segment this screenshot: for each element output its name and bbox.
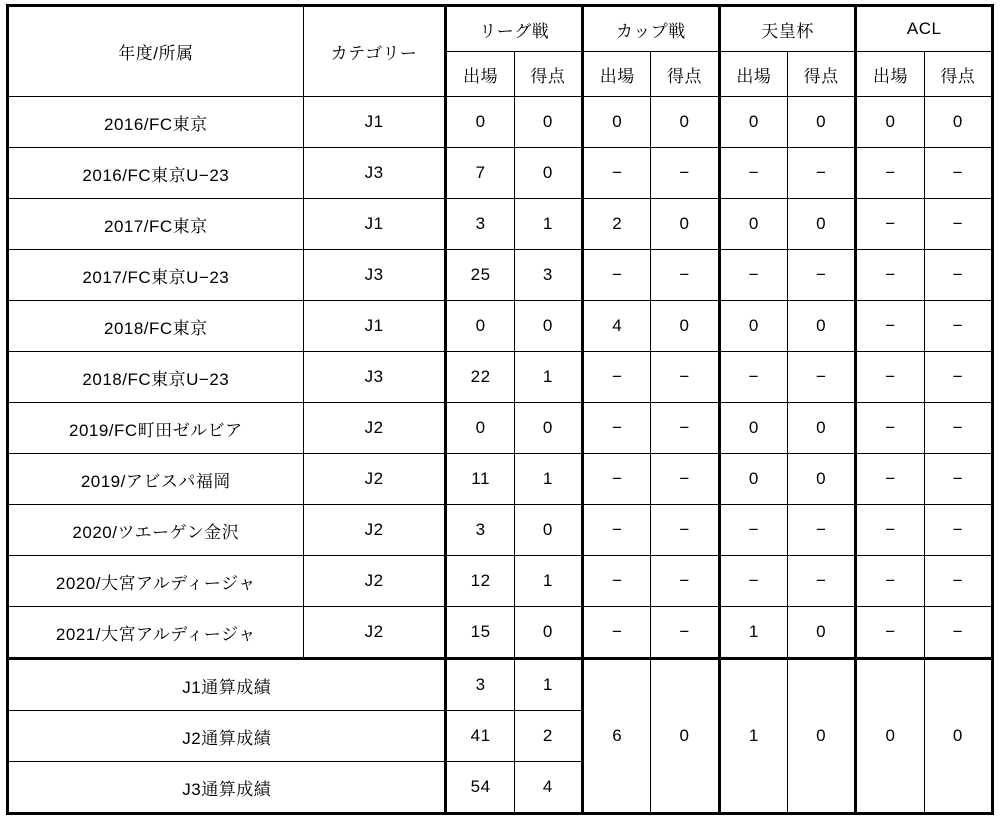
cell-category: J2 (303, 556, 446, 607)
cell-year-team: 2021/大宮アルディージャ (8, 607, 304, 659)
cell-acl-apps: − (856, 505, 924, 556)
cell-acl-goals: − (924, 403, 992, 454)
header-cup-goals: 得点 (651, 52, 719, 97)
cell-acl-apps: − (856, 556, 924, 607)
cell-category: J3 (303, 250, 446, 301)
cell-league-apps: 12 (446, 556, 514, 607)
cell-category: J2 (303, 403, 446, 454)
cell-year-team: 2017/FC東京 (8, 199, 304, 250)
table-row (8, 454, 993, 505)
cell-emperor-goals: − (788, 505, 856, 556)
cell-year-team: 2018/FC東京 (8, 301, 304, 352)
cell-emperor-goals: 0 (788, 97, 856, 148)
cell-acl-goals: − (924, 301, 992, 352)
header-row-groups (8, 6, 993, 52)
table-row (8, 403, 993, 454)
cell-league-apps: 11 (446, 454, 514, 505)
table-row (8, 301, 993, 352)
cell-cup-goals: − (651, 148, 719, 199)
cell-emperor-apps: 0 (719, 199, 787, 250)
cell-league-goals: 0 (514, 301, 582, 352)
cell-acl-apps: − (856, 352, 924, 403)
cell-emperor-apps: 0 (719, 454, 787, 505)
cell-category: J1 (303, 301, 446, 352)
header-group-emperor: 天皇杯 (719, 6, 856, 52)
table-row (8, 607, 993, 659)
cell-year-team: 2019/アビスパ福岡 (8, 454, 304, 505)
cell-total-cup-goals: 0 (651, 659, 719, 814)
cell-total-label: J2通算成績 (8, 711, 446, 762)
cell-emperor-apps: 0 (719, 97, 787, 148)
cell-cup-goals: 0 (651, 301, 719, 352)
cell-acl-apps: − (856, 607, 924, 659)
cell-year-team: 2020/ツエーゲン金沢 (8, 505, 304, 556)
cell-emperor-apps: 0 (719, 301, 787, 352)
table-row (8, 505, 993, 556)
cell-category: J3 (303, 352, 446, 403)
cell-cup-goals: − (651, 250, 719, 301)
totals-row (8, 659, 993, 711)
cell-acl-goals: − (924, 250, 992, 301)
cell-emperor-goals: − (788, 352, 856, 403)
cell-cup-apps: − (583, 556, 651, 607)
cell-year-team: 2019/FC町田ゼルビア (8, 403, 304, 454)
cell-acl-apps: − (856, 403, 924, 454)
header-emperor-goals: 得点 (788, 52, 856, 97)
cell-league-goals: 1 (514, 556, 582, 607)
cell-acl-goals: − (924, 352, 992, 403)
header-emperor-apps: 出場 (719, 52, 787, 97)
cell-category: J1 (303, 199, 446, 250)
header-league-goals: 得点 (514, 52, 582, 97)
header-league-apps: 出場 (446, 52, 514, 97)
cell-cup-apps: 0 (583, 97, 651, 148)
table-row (8, 148, 993, 199)
cell-acl-goals: − (924, 148, 992, 199)
cell-league-goals: 3 (514, 250, 582, 301)
cell-emperor-goals: 0 (788, 454, 856, 505)
cell-acl-goals: − (924, 607, 992, 659)
cell-cup-goals: 0 (651, 97, 719, 148)
cell-year-team: 2020/大宮アルディージャ (8, 556, 304, 607)
cell-year-team: 2016/FC東京U−23 (8, 148, 304, 199)
cell-category: J1 (303, 97, 446, 148)
cell-total-label: J1通算成績 (8, 659, 446, 711)
cell-acl-goals: − (924, 556, 992, 607)
cell-emperor-goals: 0 (788, 607, 856, 659)
cell-emperor-goals: − (788, 556, 856, 607)
cell-cup-goals: 0 (651, 199, 719, 250)
table-row (8, 97, 993, 148)
cell-total-league-goals: 2 (514, 711, 582, 762)
cell-league-goals: 1 (514, 454, 582, 505)
cell-league-apps: 15 (446, 607, 514, 659)
cell-emperor-goals: 0 (788, 301, 856, 352)
header-group-cup: カップ戦 (583, 6, 720, 52)
cell-league-goals: 0 (514, 148, 582, 199)
cell-acl-apps: − (856, 301, 924, 352)
cell-league-goals: 1 (514, 199, 582, 250)
cell-emperor-apps: − (719, 148, 787, 199)
cell-total-cup-apps: 6 (583, 659, 651, 814)
cell-league-goals: 0 (514, 97, 582, 148)
cell-acl-goals: − (924, 454, 992, 505)
cell-category: J2 (303, 505, 446, 556)
cell-total-emperor-apps: 1 (719, 659, 787, 814)
cell-total-league-apps: 41 (446, 711, 514, 762)
header-category: カテゴリー (303, 6, 446, 97)
cell-emperor-goals: − (788, 148, 856, 199)
table-row (8, 556, 993, 607)
cell-cup-apps: 2 (583, 199, 651, 250)
cell-cup-apps: 4 (583, 301, 651, 352)
cell-league-apps: 0 (446, 97, 514, 148)
cell-category: J3 (303, 148, 446, 199)
cell-league-goals: 0 (514, 505, 582, 556)
cell-emperor-apps: − (719, 352, 787, 403)
cell-league-apps: 22 (446, 352, 514, 403)
cell-league-apps: 25 (446, 250, 514, 301)
cell-cup-apps: − (583, 607, 651, 659)
cell-cup-goals: − (651, 505, 719, 556)
cell-emperor-apps: 0 (719, 403, 787, 454)
cell-acl-apps: − (856, 199, 924, 250)
cell-total-acl-apps: 0 (856, 659, 924, 814)
cell-emperor-goals: − (788, 250, 856, 301)
header-group-league: リーグ戦 (446, 6, 583, 52)
cell-total-league-goals: 1 (514, 659, 582, 711)
table-row (8, 250, 993, 301)
cell-cup-apps: − (583, 454, 651, 505)
cell-cup-goals: − (651, 556, 719, 607)
cell-emperor-apps: − (719, 505, 787, 556)
header-group-acl: ACL (856, 6, 993, 52)
cell-cup-apps: − (583, 352, 651, 403)
cell-emperor-apps: 1 (719, 607, 787, 659)
cell-acl-goals: − (924, 505, 992, 556)
cell-league-apps: 0 (446, 301, 514, 352)
cell-category: J2 (303, 454, 446, 505)
cell-cup-apps: − (583, 250, 651, 301)
cell-acl-goals: 0 (924, 97, 992, 148)
cell-emperor-goals: 0 (788, 403, 856, 454)
cell-cup-goals: − (651, 352, 719, 403)
table-row (8, 199, 993, 250)
cell-acl-apps: − (856, 454, 924, 505)
cell-cup-goals: − (651, 454, 719, 505)
cell-year-team: 2016/FC東京 (8, 97, 304, 148)
cell-cup-apps: − (583, 148, 651, 199)
cell-acl-apps: − (856, 148, 924, 199)
cell-acl-apps: 0 (856, 97, 924, 148)
cell-category: J2 (303, 607, 446, 659)
cell-emperor-apps: − (719, 250, 787, 301)
cell-total-league-goals: 4 (514, 762, 582, 814)
cell-league-goals: 0 (514, 403, 582, 454)
cell-total-league-apps: 3 (446, 659, 514, 711)
cell-total-label: J3通算成績 (8, 762, 446, 814)
cell-cup-goals: − (651, 403, 719, 454)
cell-league-apps: 3 (446, 199, 514, 250)
header-year-team: 年度/所属 (8, 6, 304, 97)
cell-total-emperor-goals: 0 (788, 659, 856, 814)
cell-league-apps: 0 (446, 403, 514, 454)
cell-acl-apps: − (856, 250, 924, 301)
cell-cup-apps: − (583, 403, 651, 454)
cell-total-league-apps: 54 (446, 762, 514, 814)
header-acl-goals: 得点 (924, 52, 992, 97)
cell-league-goals: 0 (514, 607, 582, 659)
cell-league-apps: 3 (446, 505, 514, 556)
cell-year-team: 2018/FC東京U−23 (8, 352, 304, 403)
table-row (8, 352, 993, 403)
header-cup-apps: 出場 (583, 52, 651, 97)
cell-emperor-goals: 0 (788, 199, 856, 250)
header-acl-apps: 出場 (856, 52, 924, 97)
career-stats-table (6, 4, 994, 815)
cell-acl-goals: − (924, 199, 992, 250)
cell-league-apps: 7 (446, 148, 514, 199)
cell-cup-apps: − (583, 505, 651, 556)
cell-year-team: 2017/FC東京U−23 (8, 250, 304, 301)
cell-cup-goals: − (651, 607, 719, 659)
cell-emperor-apps: − (719, 556, 787, 607)
cell-total-acl-goals: 0 (924, 659, 992, 814)
cell-league-goals: 1 (514, 352, 582, 403)
